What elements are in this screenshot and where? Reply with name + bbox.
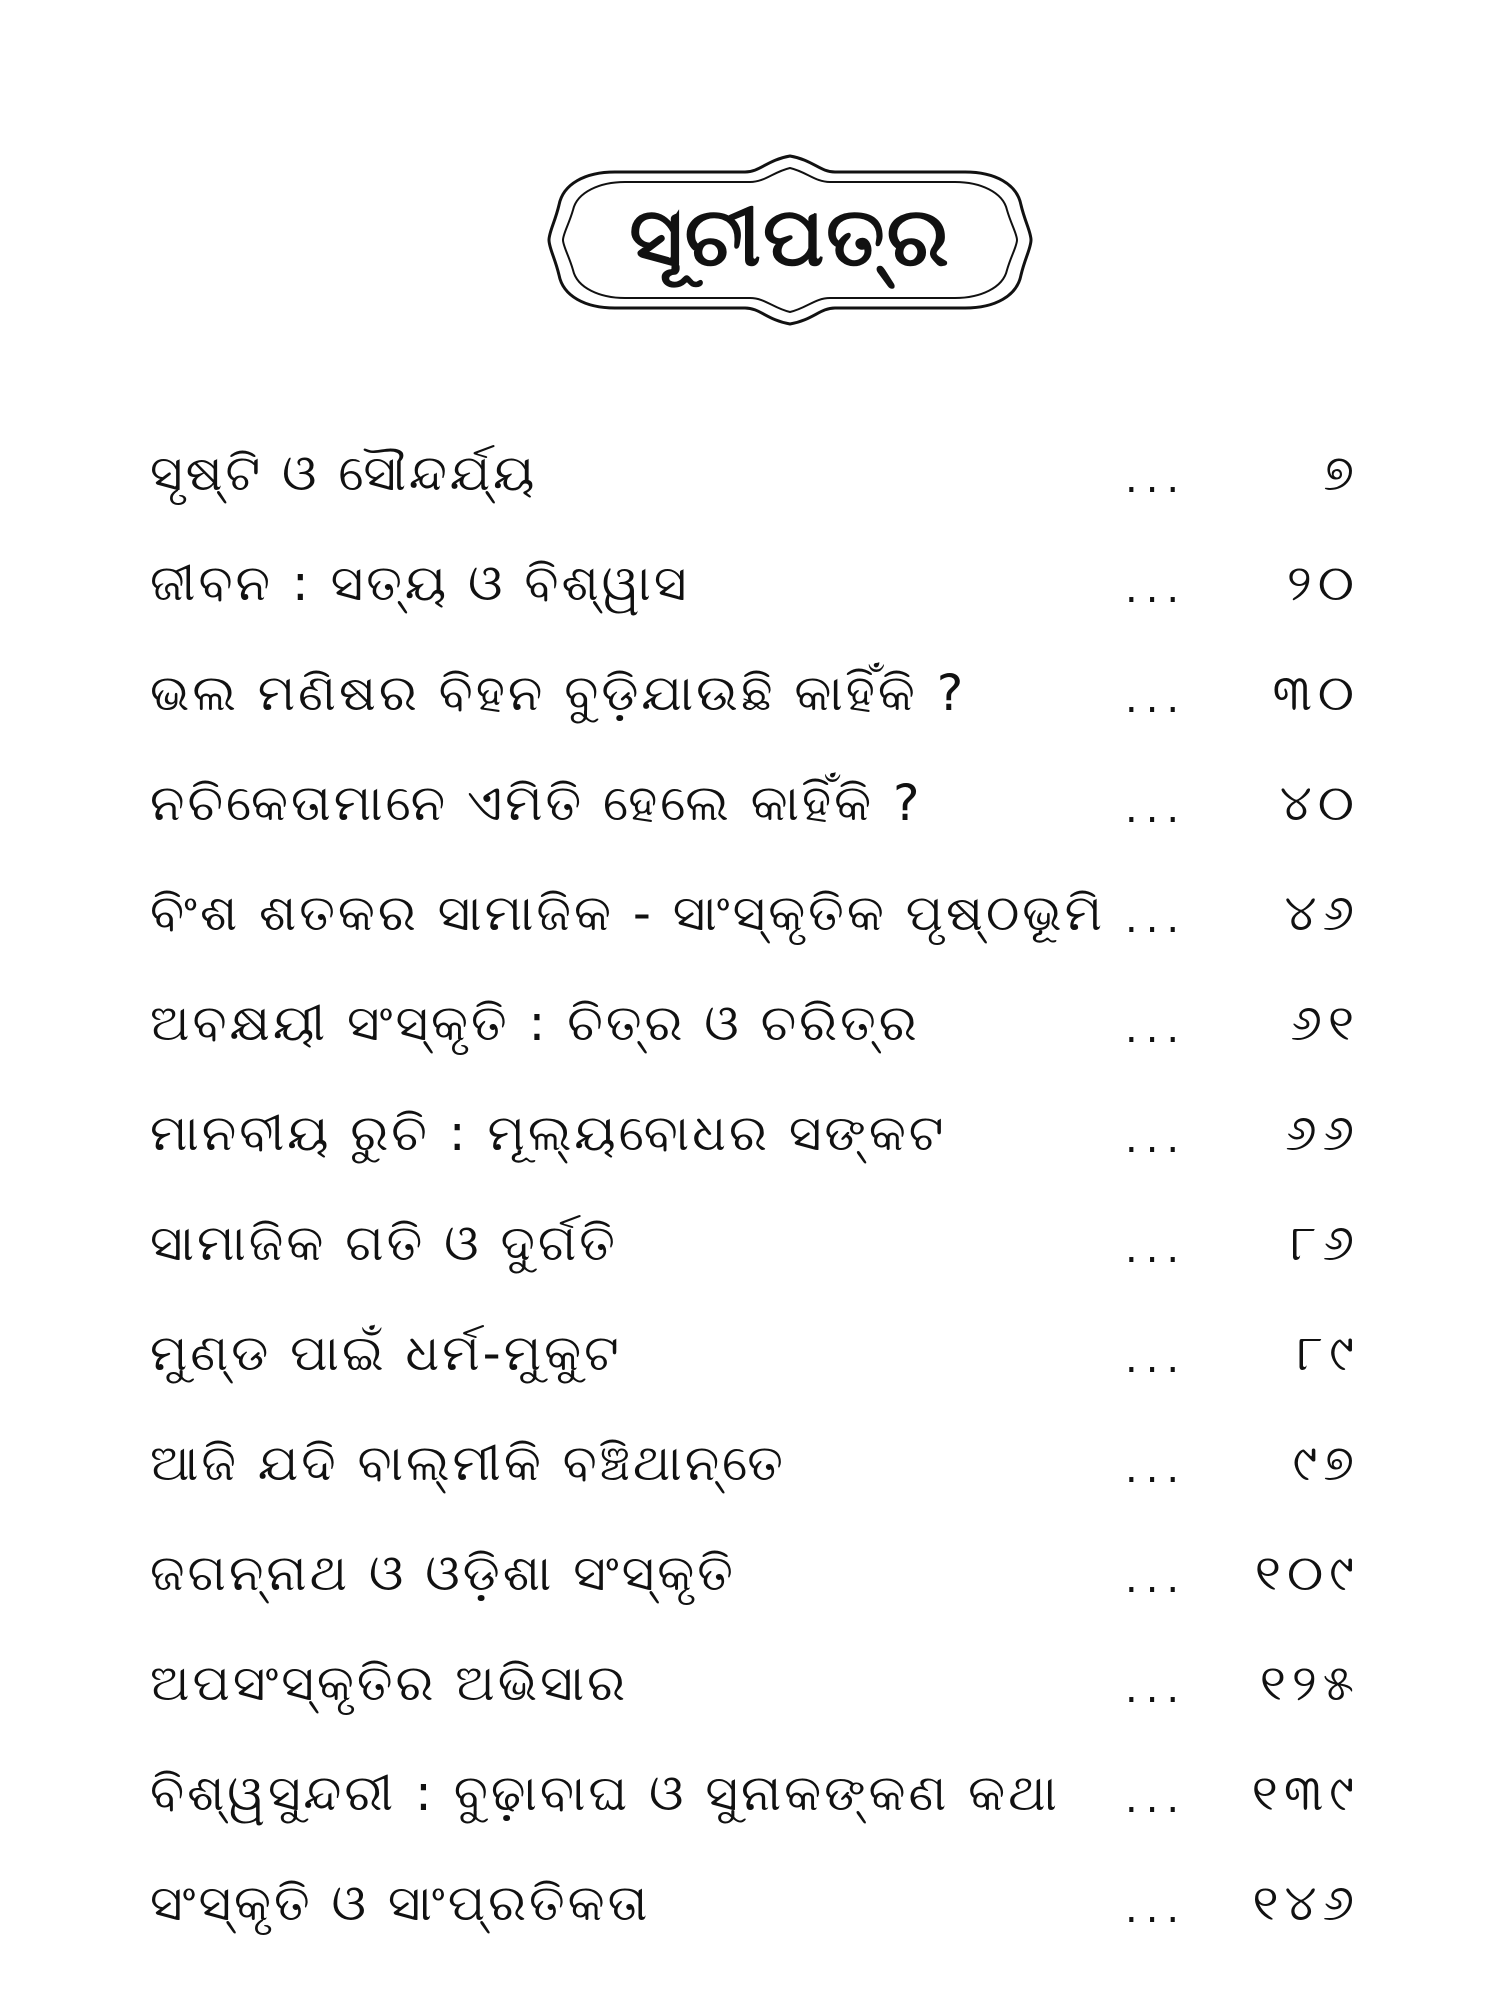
toc-entry-leader: ... [1125,1446,1188,1492]
toc-entry [150,1630,1360,1740]
toc-entry-title: ଜଗନ୍ନାଥ ଓ ଓଡ଼ିଶା ସଂସ୍କୃତି [150,1544,736,1602]
page-title: ସୂଚୀପତ୍ର [629,190,951,285]
toc-entry [150,1190,1360,1300]
toc-entry [150,1410,1360,1520]
toc-entry-title: ସାମାଜିକ ଗତି ଓ ଦୁର୍ଗତି [150,1214,618,1272]
toc-entry-page: ୮୯ [1297,1324,1360,1382]
toc-entry-page: ୧୨୫ [1259,1654,1360,1712]
toc-entry-title: ଜୀବନ : ସତ୍ୟ ଓ ବିଶ୍ୱାସ [150,554,690,612]
toc-entry-title: ମାନବୀୟ ରୁଚି : ମୂଲ୍ୟବୋଧର ସଙ୍କଟ [150,1104,947,1162]
toc-entry-page: ୧୪୬ [1252,1874,1360,1932]
heading-frame [545,150,1035,330]
toc-entry [150,1520,1360,1630]
toc-entry [150,1740,1360,1850]
toc-entry-page: ୬୬ [1285,1104,1360,1162]
toc-entry-leader: ... [1125,456,1188,502]
toc-entry-title: ଭଲ ମଣିଷର ବିହନ ବୁଡ଼ିଯାଉଛି କାହିଁକି ? [150,664,967,722]
toc-entry-leader: ... [1125,786,1188,832]
toc-entry-leader: ... [1125,1336,1188,1382]
toc-entry-title: ସୃଷ୍ଟି ଓ ସୌନ୍ଦର୍ଯ୍ୟ [150,444,538,502]
toc-entry-title: ମୁଣ୍ଡ ପାଇଁ ଧର୍ମ-ମୁକୁଟ [150,1324,622,1382]
toc-entry-page: ୮୬ [1290,1214,1360,1272]
toc-entry-page: ୧୩୯ [1251,1764,1360,1822]
toc-entry [150,860,1360,970]
toc-entry-leader: ... [1125,1116,1188,1162]
toc-entry-page: ୭ [1323,444,1360,502]
toc-entry-page: ୨୦ [1286,554,1360,612]
toc-entry-title: ଅପସଂସ୍କୃତିର ଅଭିସାର [150,1654,628,1712]
toc-entry-title: ବିଂଶ ଶତକର ସାମାଜିକ - ସାଂସ୍କୃତିକ ପୃଷ୍ଠଭୂମି [150,884,1106,942]
toc-entry-leader: ... [1125,566,1188,612]
toc-entry [150,420,1360,530]
toc-entry-leader: ... [1125,1006,1188,1052]
toc-entry-page: ୪୬ [1284,884,1360,942]
toc-entry-leader: ... [1125,1666,1188,1712]
table-of-contents [150,420,1360,1960]
toc-entry-title: ଆଜି ଯଦି ବାଲ୍ମୀକି ବଞ୍ଚିଥାନ୍ତେ [150,1434,786,1492]
toc-entry [150,750,1360,860]
toc-entry [150,1300,1360,1410]
toc-entry-leader: ... [1125,1226,1188,1272]
toc-entry-leader: ... [1125,1776,1188,1822]
toc-entry-leader: ... [1125,1886,1188,1932]
toc-entry-page: ୪୦ [1279,774,1360,832]
toc-entry-leader: ... [1125,676,1188,722]
toc-entry [150,530,1360,640]
toc-entry-page: ୩୦ [1272,664,1360,722]
toc-entry-page: ୯୭ [1292,1434,1360,1492]
toc-entry [150,1080,1360,1190]
toc-entry [150,640,1360,750]
toc-entry-page: ୬୧ [1290,994,1360,1052]
toc-entry [150,1850,1360,1960]
toc-entry-title: ସଂସ୍କୃତି ଓ ସାଂପ୍ରତିକତା [150,1874,651,1932]
toc-entry-title: ଅବକ୍ଷୟୀ ସଂସ୍କୃତି : ଚିତ୍ର ଓ ଚରିତ୍ର [150,994,920,1052]
toc-entry-page: ୧୦୯ [1254,1544,1360,1602]
toc-entry-title: ବିଶ୍ୱସୁନ୍ଦରୀ : ବୁଢ଼ାବାଘ ଓ ସୁନାକଙ୍କଣ କଥା [150,1764,1060,1822]
toc-entry-title: ନଚିକେତାମାନେ ଏମିତି ହେଲେ କାହିଁକି ? [150,774,923,832]
toc-entry-leader: ... [1125,896,1188,942]
toc-entry [150,970,1360,1080]
toc-entry-leader: ... [1125,1556,1188,1602]
